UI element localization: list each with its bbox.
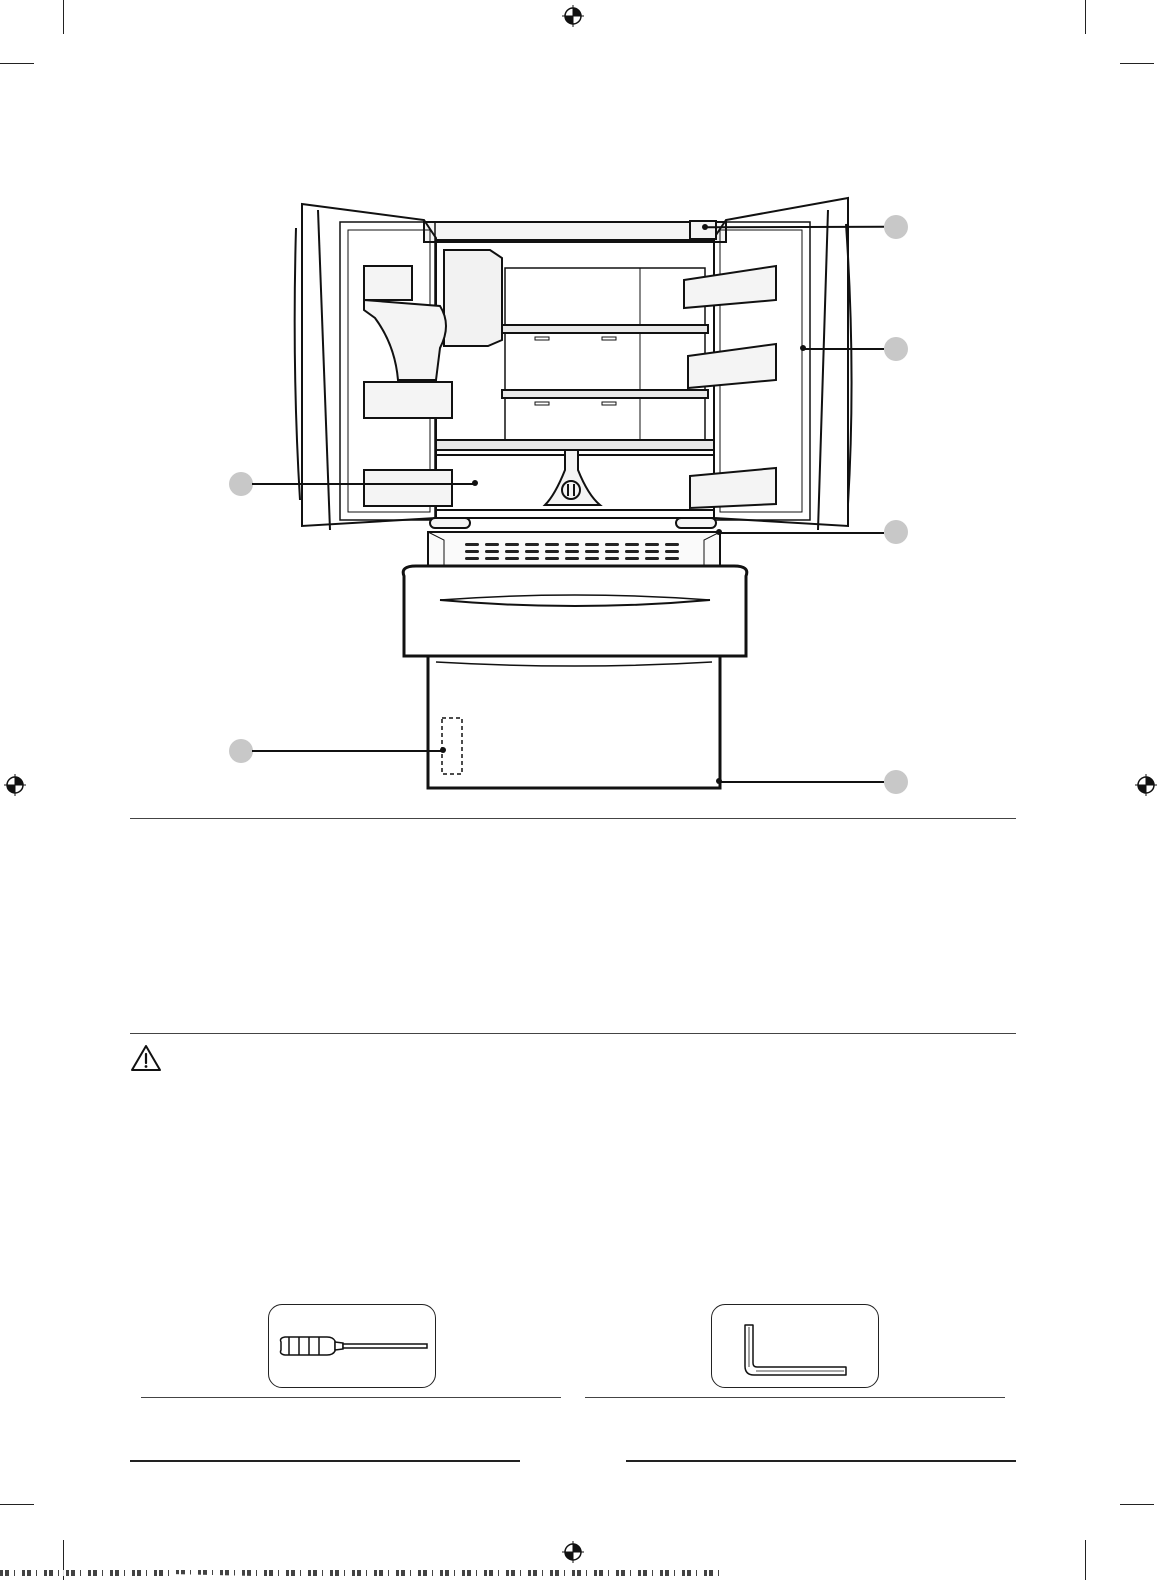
screwdriver-icon [269,1305,435,1387]
callout-leader [252,750,442,752]
warning-triangle-icon [130,1044,162,1072]
callout-leader [720,532,884,534]
crop-mark-bottom-right-v [1085,1540,1086,1580]
refrigerator-diagram [290,190,860,800]
callout-dot [800,345,806,351]
callout-dot [472,480,478,486]
registration-mark-icon [562,1541,584,1563]
callout-leader [804,348,884,350]
callout-leader [252,483,474,485]
section-rule [130,818,1016,819]
callout-dot [702,224,708,230]
hex-key-icon [712,1305,878,1387]
tool-box-hex-key [711,1304,879,1388]
vent-slots [465,543,679,560]
callout-base-right [884,770,908,794]
registration-mark-icon [4,774,26,796]
callout-leader [720,781,884,783]
callout-door-right [884,337,908,361]
section-rule [130,1033,1016,1034]
printer-slug [0,1570,1161,1576]
table-rule-left [130,1460,520,1462]
tool-rule-right [585,1397,1005,1398]
crop-mark-top-left-v [63,0,64,34]
crop-mark-top-right-h [1120,63,1154,64]
crop-mark-bottom-left-h [0,1504,34,1505]
callout-interior-left [229,472,253,496]
crop-mark-top-left-h [0,63,34,64]
table-rule-right [626,1460,1016,1462]
callout-hinge-lower-right [884,520,908,544]
tool-rule-left [141,1397,561,1398]
callout-dot [440,747,446,753]
callout-dot [716,778,722,784]
crop-mark-top-right-v [1085,0,1086,34]
callout-dot [716,529,722,535]
callout-top-right [884,215,908,239]
registration-mark-icon [562,5,584,27]
crop-mark-bottom-right-h [1120,1504,1154,1505]
callout-label-left [229,739,253,763]
registration-mark-icon [1135,774,1157,796]
tool-box-screwdriver [268,1304,436,1388]
